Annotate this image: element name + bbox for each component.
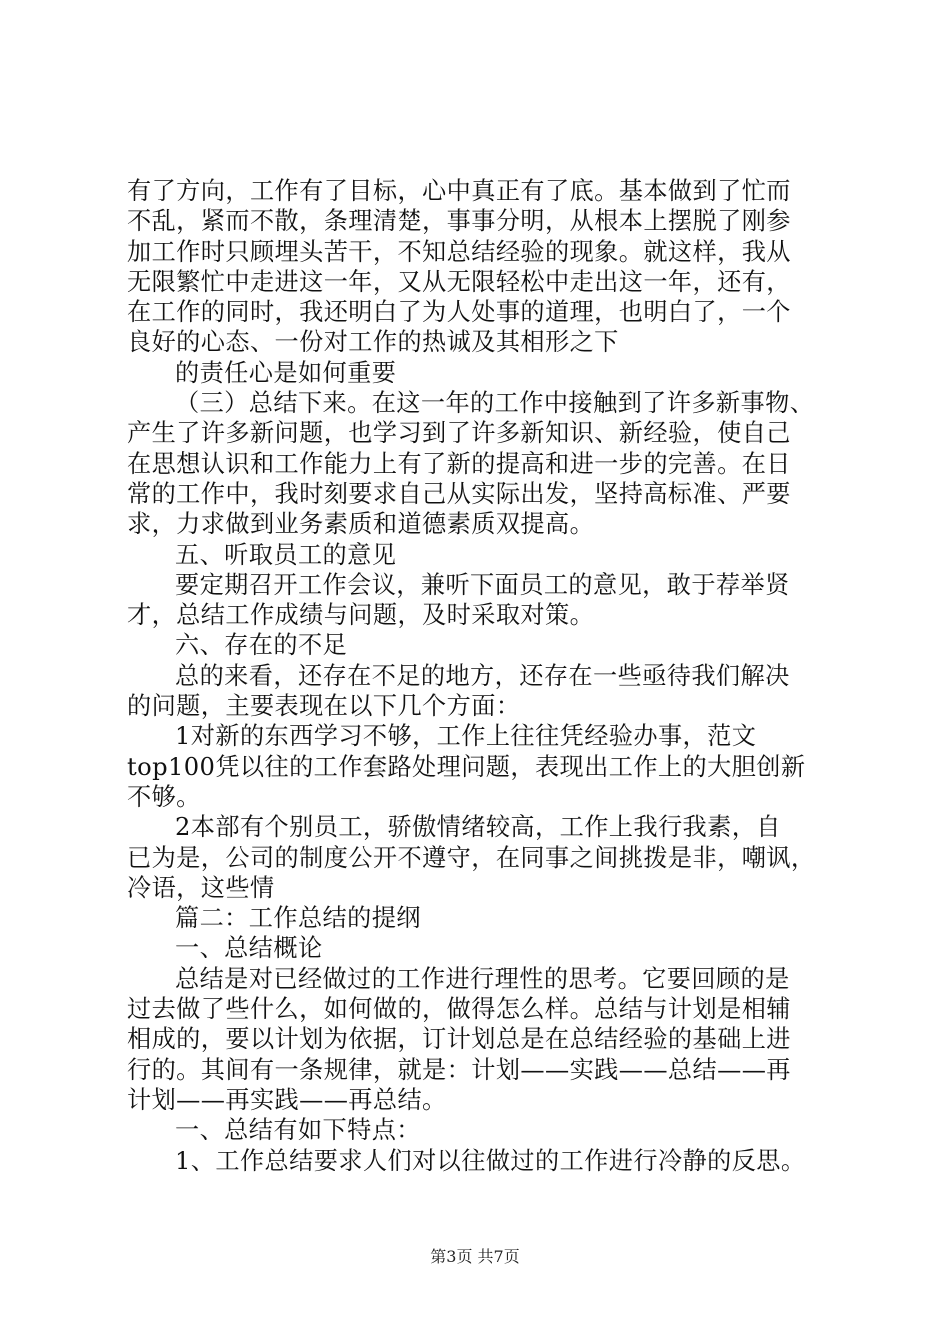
text-line: 求，力求做到业务素质和道德素质双提高。 [127, 510, 595, 539]
text-line: 过去做了些什么，如何做的，做得怎么样。总结与计划是相辅 [127, 995, 791, 1024]
text-line: 总的来看，还存在不足的地方，还存在一些亟待我们解决 [175, 661, 790, 690]
text-line: 加工作时只顾埋头苦干，不知总结经验的现象。就这样，我从 [127, 237, 791, 266]
text-line: 计划——再实践——再总结。 [127, 1085, 447, 1114]
text-line: 在思想认识和工作能力上有了新的提高和进一步的完善。在日 [127, 449, 791, 478]
text-line: 总结是对已经做过的工作进行理性的思考。它要回顾的是 [175, 964, 790, 993]
section-heading: 六、存在的不足 [175, 631, 348, 660]
text-line: 不乱，紧而不散，条理清楚，事事分明，从根本上摆脱了刚参 [127, 207, 791, 236]
text-line: 良好的心态、一份对工作的热诚及其相形之下 [127, 328, 619, 357]
text-line: 2本部有个别员工，骄傲情绪较高，工作上我行我素，自 [175, 813, 781, 842]
section-heading: 篇二：工作总结的提纲 [175, 904, 421, 933]
text-line: 常的工作中，我时刻要求自己从实际出发，坚持高标准、严要 [127, 479, 791, 508]
section-heading: 一、总结概论 [175, 934, 323, 963]
text-line: 的责任心是如何重要 [175, 358, 397, 387]
text-line: （三）总结下来。在这一年的工作中接触到了许多新事物、 [175, 389, 815, 418]
section-heading: 五、听取员工的意见 [175, 540, 397, 569]
text-line: 有了方向，工作有了目标，心中真正有了底。基本做到了忙而 [127, 177, 791, 205]
text-line: 行的。其间有一条规律，就是：计划——实践——总结——再 [127, 1055, 791, 1084]
text-line: 1、工作总结要求人们对以往做过的工作进行冷静的反思。 [175, 1146, 806, 1175]
text-line: 冷语，这些情 [127, 873, 275, 902]
text-line: 在工作的同时，我还明白了为人处事的道理，也明白了，一个 [127, 298, 791, 327]
page-number-footer: 第3页 共7页 [430, 1247, 520, 1266]
text-line: 无限繁忙中走进这一年，又从无限轻松中走出这一年，还有， [127, 267, 791, 296]
section-heading: 一、总结有如下特点： [175, 1116, 421, 1145]
text-line: 1对新的东西学习不够，工作上往往凭经验办事，范文 [175, 722, 757, 751]
document-body [127, 176, 837, 1176]
text-line: 已为是，公司的制度公开不遵守，在同事之间挑拨是非，嘲讽， [127, 843, 816, 872]
text-line: 相成的，要以计划为依据，订计划总是在总结经验的基础上进 [127, 1025, 791, 1054]
text-line: 的问题，主要表现在以下几个方面： [127, 692, 521, 721]
text-line: 要定期召开工作会议，兼听下面员工的意见，敢于荐举贤 [175, 570, 790, 599]
text-line: top100凭以往的工作套路处理问题，表现出工作上的大胆创新 [127, 752, 806, 781]
text-line: 不够。 [127, 782, 201, 811]
text-line: 才，总结工作成绩与问题，及时采取对策。 [127, 601, 595, 630]
text-line: 产生了许多新问题，也学习到了许多新知识、新经验，使自己 [127, 419, 791, 448]
